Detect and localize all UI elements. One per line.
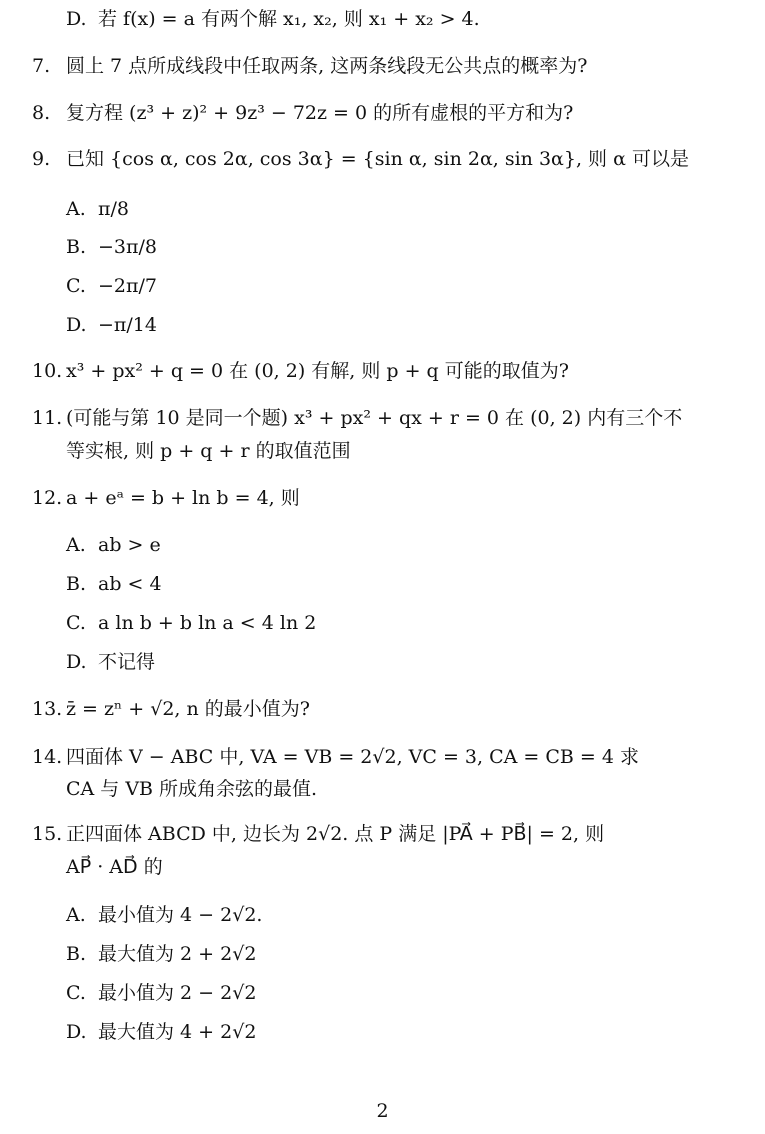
question-7 bbox=[32, 50, 732, 83]
option-label: C. bbox=[66, 275, 86, 297]
option-text: 最小值为 2 − 2√2 bbox=[98, 982, 257, 1004]
option-label: A. bbox=[66, 904, 86, 926]
q9-option-d bbox=[66, 308, 157, 342]
question-12 bbox=[32, 482, 732, 515]
option-label: B. bbox=[66, 236, 87, 258]
q9-option-b bbox=[66, 230, 157, 264]
question-15 bbox=[32, 818, 732, 851]
question-text-continued: CA 与 VB 所成角余弦的最值. bbox=[66, 778, 318, 800]
question-15-line-2 bbox=[66, 851, 163, 884]
question-text: (可能与第 10 是同一个题) x³ + px² + qx + r = 0 在 (0, 2) 内有三个不 bbox=[66, 407, 683, 429]
option-label: B. bbox=[66, 943, 87, 965]
option-label: B. bbox=[66, 573, 87, 595]
option-label: C. bbox=[66, 982, 86, 1004]
option-text: −2π/7 bbox=[98, 275, 157, 297]
option-label: D. bbox=[66, 1021, 87, 1043]
question-number: 15. bbox=[32, 823, 63, 845]
question-text: 正四面体 ABCD 中, 边长为 2√2. 点 P 满足 |PA⃗ + PB⃗| = 2, 则 bbox=[66, 823, 605, 845]
option-text: a ln b + b ln a < 4 ln 2 bbox=[98, 612, 317, 634]
question-text: 已知 {cos α, cos 2α, cos 3α} = {sin α, sin 2α, sin 3α}, 则 α 可以是 bbox=[66, 148, 689, 170]
q9-option-a bbox=[66, 192, 129, 226]
question-10 bbox=[32, 355, 732, 388]
option-label: A. bbox=[66, 534, 86, 556]
option-text: 不记得 bbox=[98, 651, 156, 673]
q15-option-a bbox=[66, 898, 262, 932]
q15-option-d bbox=[66, 1015, 256, 1049]
option-label: A. bbox=[66, 198, 86, 220]
question-number: 12. bbox=[32, 487, 63, 509]
q15-option-c bbox=[66, 976, 256, 1010]
question-text: 复方程 (z³ + z)² + 9z³ − 72z = 0 的所有虚根的平方和为? bbox=[66, 102, 574, 124]
question-text: x³ + px² + q = 0 在 (0, 2) 有解, 则 p + q 可能的取值为? bbox=[66, 360, 569, 382]
page-number: 2 bbox=[376, 1100, 389, 1122]
question-number: 9. bbox=[32, 148, 51, 170]
question-text: 四面体 V − ABC 中, VA = VB = 2√2, VC = 3, CA = CB = 4 求 bbox=[66, 746, 639, 768]
question-text: 圆上 7 点所成线段中任取两条, 这两条线段无公共点的概率为? bbox=[66, 55, 588, 77]
option-label: D. bbox=[66, 8, 87, 30]
option-text: 最大值为 2 + 2√2 bbox=[98, 943, 257, 965]
option-text: 最大值为 4 + 2√2 bbox=[98, 1021, 257, 1043]
question-number: 11. bbox=[32, 407, 63, 429]
option-text: −3π/8 bbox=[98, 236, 157, 258]
option-label: D. bbox=[66, 651, 87, 673]
question-14 bbox=[32, 741, 732, 774]
option-text: −π/14 bbox=[98, 314, 157, 336]
option-text: ab > e bbox=[98, 534, 161, 556]
question-text: a + eᵃ = b + ln b = 4, 则 bbox=[66, 487, 300, 509]
question-number: 7. bbox=[32, 55, 51, 77]
q12-option-a bbox=[66, 528, 161, 562]
option-text: ab < 4 bbox=[98, 573, 162, 595]
question-13 bbox=[32, 693, 732, 726]
question-text-continued: 等实根, 则 p + q + r 的取值范围 bbox=[66, 440, 351, 462]
q12-option-d bbox=[66, 645, 155, 679]
question-text-continued: AP⃗ · AD⃗ 的 bbox=[66, 856, 163, 878]
q15-option-b bbox=[66, 937, 256, 971]
option-text: 最小值为 4 − 2√2. bbox=[98, 904, 263, 926]
question-number: 10. bbox=[32, 360, 63, 382]
question-number: 13. bbox=[32, 698, 63, 720]
option-text: 若 f(x) = a 有两个解 x₁, x₂, 则 x₁ + x₂ > 4. bbox=[98, 8, 480, 30]
question-8 bbox=[32, 97, 732, 130]
option-label: C. bbox=[66, 612, 86, 634]
option-d-prev-question bbox=[66, 2, 480, 36]
question-11 bbox=[32, 402, 732, 435]
option-label: D. bbox=[66, 314, 87, 336]
question-number: 8. bbox=[32, 102, 51, 124]
q9-option-c bbox=[66, 269, 157, 303]
question-number: 14. bbox=[32, 746, 63, 768]
question-11-line-2 bbox=[66, 435, 351, 468]
q12-option-b bbox=[66, 567, 162, 601]
option-text: π/8 bbox=[98, 198, 129, 220]
question-9 bbox=[32, 143, 732, 176]
question-14-line-2 bbox=[66, 773, 317, 806]
q12-option-c bbox=[66, 606, 316, 640]
question-text: z̄ = zⁿ + √2, n 的最小值为? bbox=[66, 698, 310, 720]
